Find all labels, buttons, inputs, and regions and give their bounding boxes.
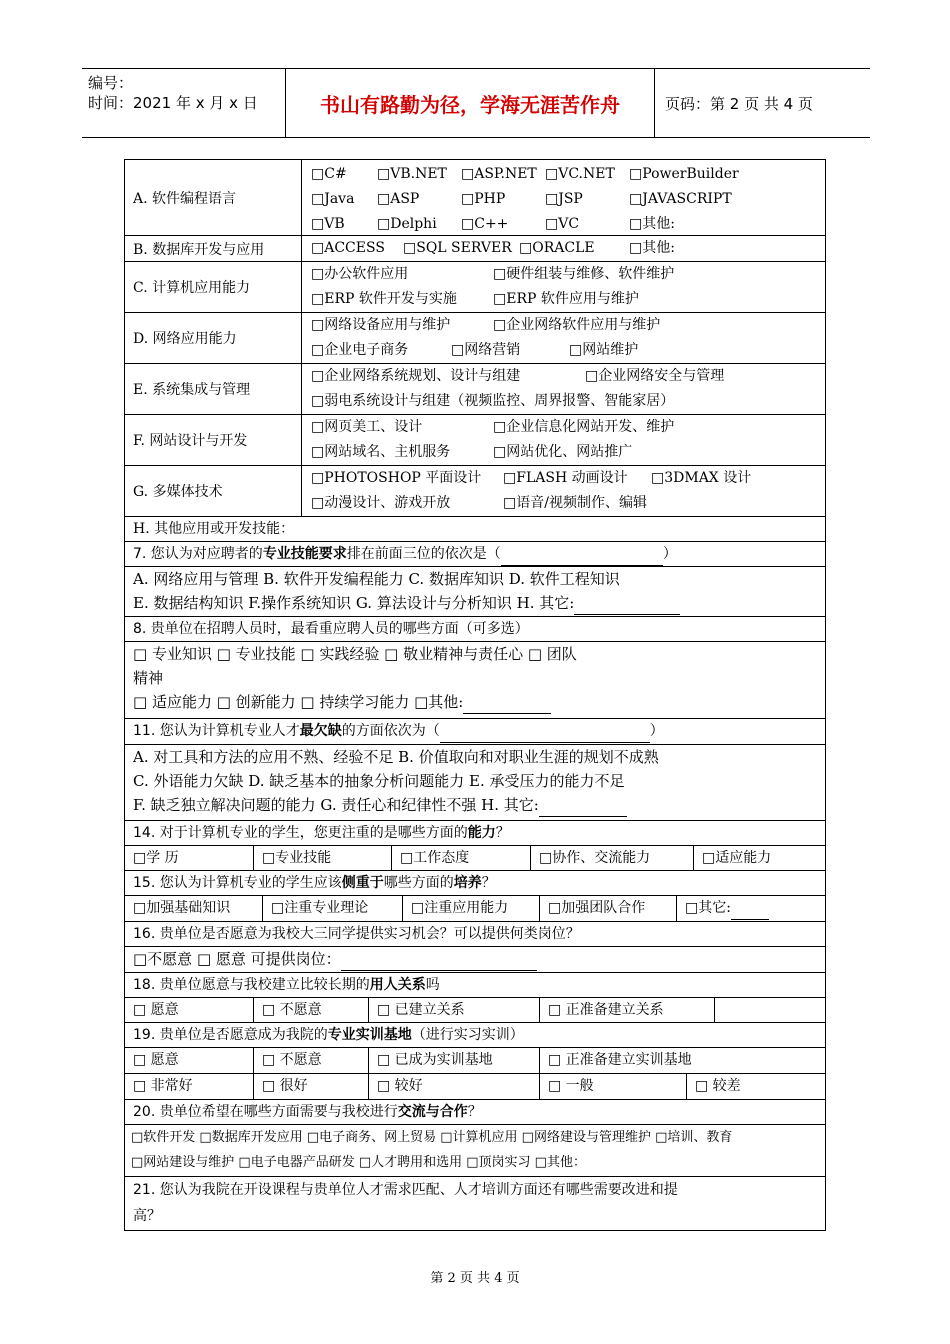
q21-row xyxy=(125,1177,825,1230)
checkbox-option[interactable]: □JSP xyxy=(545,191,583,207)
skill-label: F. 网站设计与开发 xyxy=(125,415,302,465)
q11-title: 11. 您认为计算机专业人才最欠缺的方面依次为（ ） xyxy=(125,719,825,743)
q15-title-row xyxy=(125,871,825,896)
checkbox-option[interactable]: □VC.NET xyxy=(545,166,615,182)
checkbox-option[interactable]: □ 正准备建立关系 xyxy=(540,998,715,1022)
answer-blank[interactable] xyxy=(731,901,769,920)
skill-options xyxy=(303,415,825,465)
checkbox-option[interactable]: □ACCESS xyxy=(311,240,385,256)
skill-label: E. 系统集成与管理 xyxy=(125,364,302,414)
skill-label: G. 多媒体技术 xyxy=(125,466,302,516)
q20-options xyxy=(125,1125,825,1177)
answer-blank[interactable] xyxy=(463,695,551,714)
checkbox-option[interactable]: □其他: xyxy=(629,240,675,256)
checkbox-option[interactable]: □ 愿意 xyxy=(125,998,254,1022)
checkbox-option[interactable]: □C# xyxy=(311,166,347,182)
q19-ratings xyxy=(125,1074,825,1100)
q11-options-line: F. 缺乏独立解决问题的能力 G. 责任心和纪律性不强 H. 其它: xyxy=(125,793,825,817)
q11-options-line: A. 对工具和方法的应用不熟、经验不足 B. 价值取向和对职业生涯的规划不成熟 xyxy=(133,748,659,766)
skill-row-d xyxy=(125,313,825,364)
checkbox-option[interactable]: □PHOTOSHOP 平面设计 xyxy=(311,470,482,486)
q19-options xyxy=(125,1048,825,1074)
checkbox-option[interactable]: □ERP 软件开发与实施 xyxy=(311,291,457,307)
checkbox-option[interactable]: □加强团队合作 xyxy=(540,896,677,921)
checkbox-option[interactable]: □其他: xyxy=(629,216,675,232)
skill-label: B. 数据库开发与应用 xyxy=(125,236,302,261)
q15-options xyxy=(125,896,825,922)
answer-blank[interactable] xyxy=(440,724,650,743)
checkbox-option[interactable]: □专业技能 xyxy=(254,846,392,870)
q18-title: 18. 贵单位愿意与我校建立比较长期的用人关系吗 xyxy=(133,977,440,993)
q7-title-row xyxy=(125,542,825,567)
checkbox-option[interactable]: □VC xyxy=(545,216,580,232)
skill-row-a xyxy=(125,160,825,236)
q16-title-row xyxy=(125,922,825,947)
checkbox-option[interactable]: □ 已建立关系 xyxy=(369,998,540,1022)
q18-title-row xyxy=(125,973,825,998)
checkbox-option[interactable]: □动漫设计、游戏开放 xyxy=(311,495,451,511)
checkbox-option[interactable]: □ORACLE xyxy=(519,240,595,256)
answer-blank[interactable] xyxy=(501,547,663,566)
checkbox-option[interactable]: □企业信息化网站开发、维护 xyxy=(493,419,675,435)
checkbox-option[interactable]: □语音/视频制作、编辑 xyxy=(503,495,647,511)
skill-label: A. 软件编程语言 xyxy=(125,160,302,235)
checkbox-option[interactable]: □ 正准备建立实训基地 xyxy=(548,1052,692,1068)
q8-options xyxy=(125,642,825,719)
skill-row-f xyxy=(125,415,825,466)
checkbox-option[interactable]: □ 不愿意 xyxy=(254,1048,369,1073)
checkbox-option[interactable]: □协作、交流能力 xyxy=(531,846,694,870)
position-input[interactable] xyxy=(341,952,537,971)
q8-options-line: 精神 xyxy=(133,669,164,687)
checkbox-option[interactable]: □企业网络系统规划、设计与组建 xyxy=(311,368,521,384)
other-skills-label: H. 其他应用或开发技能： xyxy=(133,521,295,537)
checkbox-option[interactable]: □VB.NET xyxy=(377,166,447,182)
checkbox-option[interactable]: □企业网络软件应用与维护 xyxy=(493,317,661,333)
skill-row-h xyxy=(125,517,825,542)
q7-title: 7. 您认为对应聘者的专业技能要求排在前面三位的依次是（ ） xyxy=(125,542,825,566)
motto: 书山有路勤为径，学海无涯苦作舟 xyxy=(286,69,655,137)
page-footer: 第 2 页 共 4 页 xyxy=(430,1271,520,1286)
skill-options xyxy=(303,236,825,261)
checkbox-option[interactable]: □网站维护 xyxy=(569,342,639,358)
survey-table xyxy=(124,159,826,1231)
header-meta xyxy=(82,69,286,137)
checkbox-option[interactable]: □FLASH 动画设计 xyxy=(503,470,628,486)
checkbox-option[interactable]: □VB xyxy=(311,216,345,232)
checkbox-option[interactable]: □ 不愿意 xyxy=(254,998,369,1022)
q8-options-line: □ 适应能力 □ 创新能力 □ 持续学习能力 □其他: xyxy=(125,690,825,714)
skill-label: D. 网络应用能力 xyxy=(125,313,302,363)
checkbox-option[interactable]: □注重应用能力 xyxy=(403,896,540,921)
checkbox-option[interactable]: □Delphi xyxy=(377,216,437,232)
checkbox-option[interactable]: □ASP.NET xyxy=(461,166,537,182)
checkbox-option[interactable]: □PowerBuilder xyxy=(629,166,739,182)
skill-row-b xyxy=(125,236,825,262)
q19-title: 19. 贵单位是否愿意成为我院的专业实训基地（进行实习实训） xyxy=(133,1027,524,1043)
q21-title-line: 21. 您认为我院在开设课程与贵单位人才需求匹配、人才培训方面还有哪些需要改进和提 xyxy=(133,1182,678,1198)
checkbox-option[interactable]: □JAVASCRIPT xyxy=(629,191,732,207)
checkbox-option[interactable]: □C++ xyxy=(461,216,509,232)
q14-title-row xyxy=(125,821,825,846)
checkbox-option[interactable]: □注重专业理论 xyxy=(263,896,403,921)
checkbox-option[interactable]: □弱电系统设计与组建（视频监控、周界报警、智能家居） xyxy=(311,393,675,409)
q11-options xyxy=(125,745,825,821)
number-label: 编号： xyxy=(88,74,134,92)
skill-options xyxy=(303,160,825,235)
q8-options-line: □ 专业知识 □ 专业技能 □ 实践经验 □ 敬业精神与责任心 □ 团队 xyxy=(133,645,577,663)
checkbox-option[interactable]: □ 愿意 xyxy=(125,1048,254,1073)
q18-options xyxy=(125,998,825,1023)
page-header xyxy=(82,68,870,138)
skill-options xyxy=(303,364,825,414)
q14-title: 14. 对于计算机专业的学生，您更注重的是哪些方面的能力？ xyxy=(133,825,510,841)
q21-title-line: 高？ xyxy=(133,1208,161,1224)
skill-options xyxy=(303,466,825,516)
skill-label: C. 计算机应用能力 xyxy=(125,262,302,312)
skill-row-e xyxy=(125,364,825,415)
page-label: 页码：第 2 页 共 4 页 xyxy=(665,95,813,113)
q20-options-line: □网站建设与维护 □电子电器产品研发 □人才聘用和选用 □顶岗实习 □其他： xyxy=(131,1155,586,1170)
checkbox-option[interactable]: □加强基础知识 xyxy=(125,896,263,921)
q8-title: 8. 贵单位在招聘人员时，最看重应聘人员的哪些方面（可多选） xyxy=(133,621,529,637)
q16-title: 16. 贵单位是否愿意为我校大三同学提供实习机会？可以提供何类岗位？ xyxy=(133,926,580,942)
q7-options-line: A. 网络应用与管理 B. 软件开发编程能力 C. 数据库知识 D. 软件工程知识 xyxy=(133,570,620,588)
checkbox-option[interactable]: □工作态度 xyxy=(392,846,531,870)
skill-options xyxy=(303,262,825,312)
checkbox-option[interactable]: □ASP xyxy=(377,191,420,207)
checkbox-option[interactable]: □Java xyxy=(311,191,355,207)
q8-title-row xyxy=(125,617,825,642)
checkbox-option[interactable]: □硬件组装与维修、软件维护 xyxy=(493,266,675,282)
skill-row-c xyxy=(125,262,825,313)
checkbox-option[interactable]: □其它: xyxy=(677,896,825,921)
q16-options-line: □不愿意 □ 愿意 可提供岗位： xyxy=(125,947,825,971)
checkbox-option[interactable]: □网站域名、主机服务 xyxy=(311,444,451,460)
checkbox-option[interactable]: □办公软件应用 xyxy=(311,266,409,282)
checkbox-option[interactable]: □ 已成为实训基地 xyxy=(369,1048,540,1073)
checkbox-option[interactable]: □学 历 xyxy=(125,846,254,870)
time-label: 时间：2021 年 x 月 x 日 xyxy=(88,94,258,112)
rating-option[interactable]: □ 较差 xyxy=(695,1078,741,1094)
skill-options xyxy=(303,313,825,363)
rating-option[interactable]: □ 非常好 xyxy=(125,1074,254,1099)
checkbox-option[interactable]: □SQL SERVER xyxy=(403,240,512,256)
checkbox-option[interactable]: □企业电子商务 xyxy=(311,342,409,358)
q11-options-line: C. 外语能力欠缺 D. 缺乏基本的抽象分析问题能力 E. 承受压力的能力不足 xyxy=(133,772,625,790)
checkbox-option[interactable]: □网站优化、网站推广 xyxy=(493,444,633,460)
q7-options xyxy=(125,567,825,617)
checkbox-option[interactable]: □ERP 软件应用与维护 xyxy=(493,291,639,307)
checkbox-option[interactable]: □企业网络安全与管理 xyxy=(585,368,725,384)
q14-options xyxy=(125,846,825,871)
checkbox-option[interactable]: □适应能力 xyxy=(702,850,772,866)
q16-options xyxy=(125,947,825,973)
checkbox-option[interactable]: □3DMAX 设计 xyxy=(651,470,752,486)
q7-options-line: E. 数据结构知识 F.操作系统知识 G. 算法设计与分析知识 H. 其它: xyxy=(125,591,825,615)
q19-title-row xyxy=(125,1023,825,1048)
q15-title: 15. 您认为计算机专业的学生应该侧重于哪些方面的培养？ xyxy=(133,875,496,891)
checkbox-option[interactable]: □网络营销 xyxy=(451,342,521,358)
checkbox-option[interactable]: □网页美工、设计 xyxy=(311,419,423,435)
q20-options-line: □软件开发 □数据库开发应用 □电子商务、网上贸易 □计算机应用 □网络建设与管理维护 □培训、教育 xyxy=(131,1130,733,1145)
rating-option[interactable]: □ 一般 xyxy=(540,1074,687,1099)
q11-title-row xyxy=(125,719,825,745)
answer-blank[interactable] xyxy=(574,596,680,615)
q20-title: 20. 贵单位希望在哪些方面需要与我校进行交流与合作？ xyxy=(133,1104,482,1120)
answer-blank[interactable] xyxy=(539,798,627,817)
q20-title-row xyxy=(125,1100,825,1125)
rating-option[interactable]: □ 较好 xyxy=(369,1074,540,1099)
checkbox-option[interactable]: □网络设备应用与维护 xyxy=(311,317,451,333)
skill-row-g xyxy=(125,466,825,517)
checkbox-option[interactable]: □PHP xyxy=(461,191,506,207)
rating-option[interactable]: □ 很好 xyxy=(254,1074,369,1099)
